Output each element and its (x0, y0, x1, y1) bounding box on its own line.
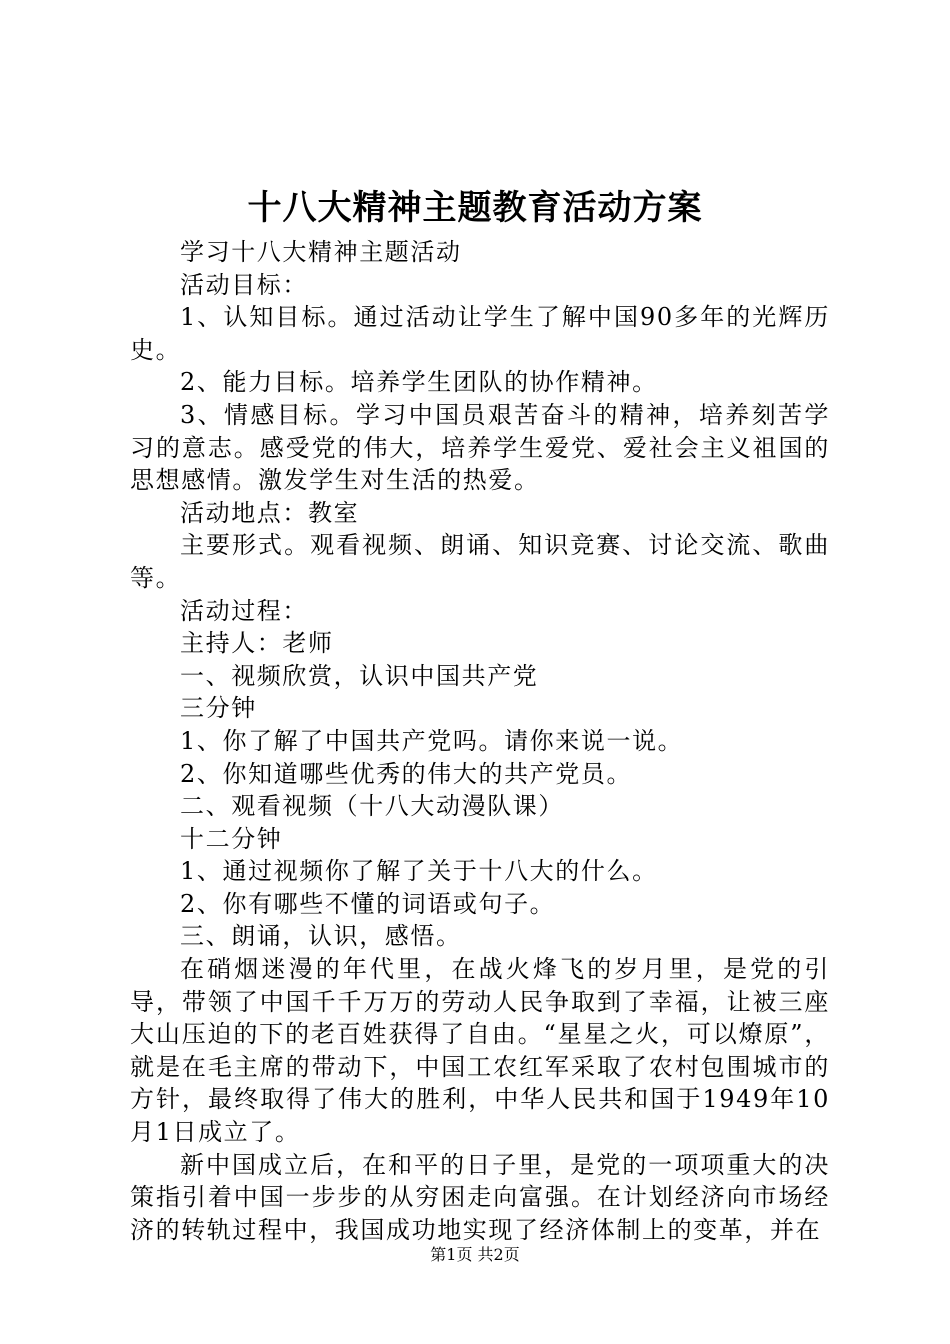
paragraph: 活动目标： (180, 270, 308, 299)
page-footer: 第1页 共2页 (430, 1245, 520, 1264)
paragraph: 主持人：老师 (180, 629, 334, 658)
paragraph: 在硝烟迷漫的年代里，在战火烽飞的岁月里，是党的引导，带领了中国千千万万的劳动人民争取到了幸福，让被三座大山压迫的下的老百姓获得了自由。“星星之火，可以燎原”，就是在毛主席的带动下，中国工农红军采取了农村包围城市的方针，最终取得了伟大的胜利，中华人民共和国于1949年10月1日成立了。 (130, 955, 830, 1147)
paragraph: 1、认知目标。通过活动让学生了解中国90多年的光辉历史。 (130, 303, 830, 364)
document-title: 十八大精神主题教育活动方案 (247, 188, 703, 228)
paragraph: 3、情感目标。学习中国员艰苦奋斗的精神，培养刻苦学习的意志。感受党的伟大，培养学生爱党、爱社会主义祖国的思想感情。激发学生对生活的热爱。 (130, 400, 830, 495)
paragraph: 学习十八大精神主题活动 (180, 238, 462, 266)
document-body (130, 236, 830, 1246)
paragraph: 1、通过视频你了解了关于十八大的什么。 (180, 857, 658, 886)
paragraph: 一、视频欣赏，认识中国共产党 (180, 661, 539, 690)
paragraph: 2、你有哪些不懂的词语或句子。 (180, 889, 556, 918)
paragraph: 主要形式。观看视频、朗诵、知识竞赛、讨论交流、歌曲等。 (130, 531, 830, 592)
paragraph: 三分钟 (180, 694, 257, 723)
paragraph: 三、朗诵，认识，感悟。 (180, 922, 462, 951)
paragraph: 2、能力目标。培养学生团队的协作精神。 (180, 368, 658, 397)
paragraph: 活动过程： (180, 596, 308, 625)
paragraph: 二、观看视频（十八大动漫队课） (180, 792, 564, 821)
paragraph: 活动地点：教室 (180, 498, 360, 527)
paragraph: 十二分钟 (180, 824, 283, 853)
paragraph: 新中国成立后，在和平的日子里，是党的一项项重大的决策指引着中国一步步的从穷困走向富强。在计划经济向市场经济的转轨过程中，我国成功地实现了经济体制上的变革，并在 (130, 1150, 830, 1244)
paragraph: 1、你了解了中国共产党吗。请你来说一说。 (180, 726, 684, 755)
paragraph: 2、你知道哪些优秀的伟大的共产党员。 (180, 759, 633, 788)
